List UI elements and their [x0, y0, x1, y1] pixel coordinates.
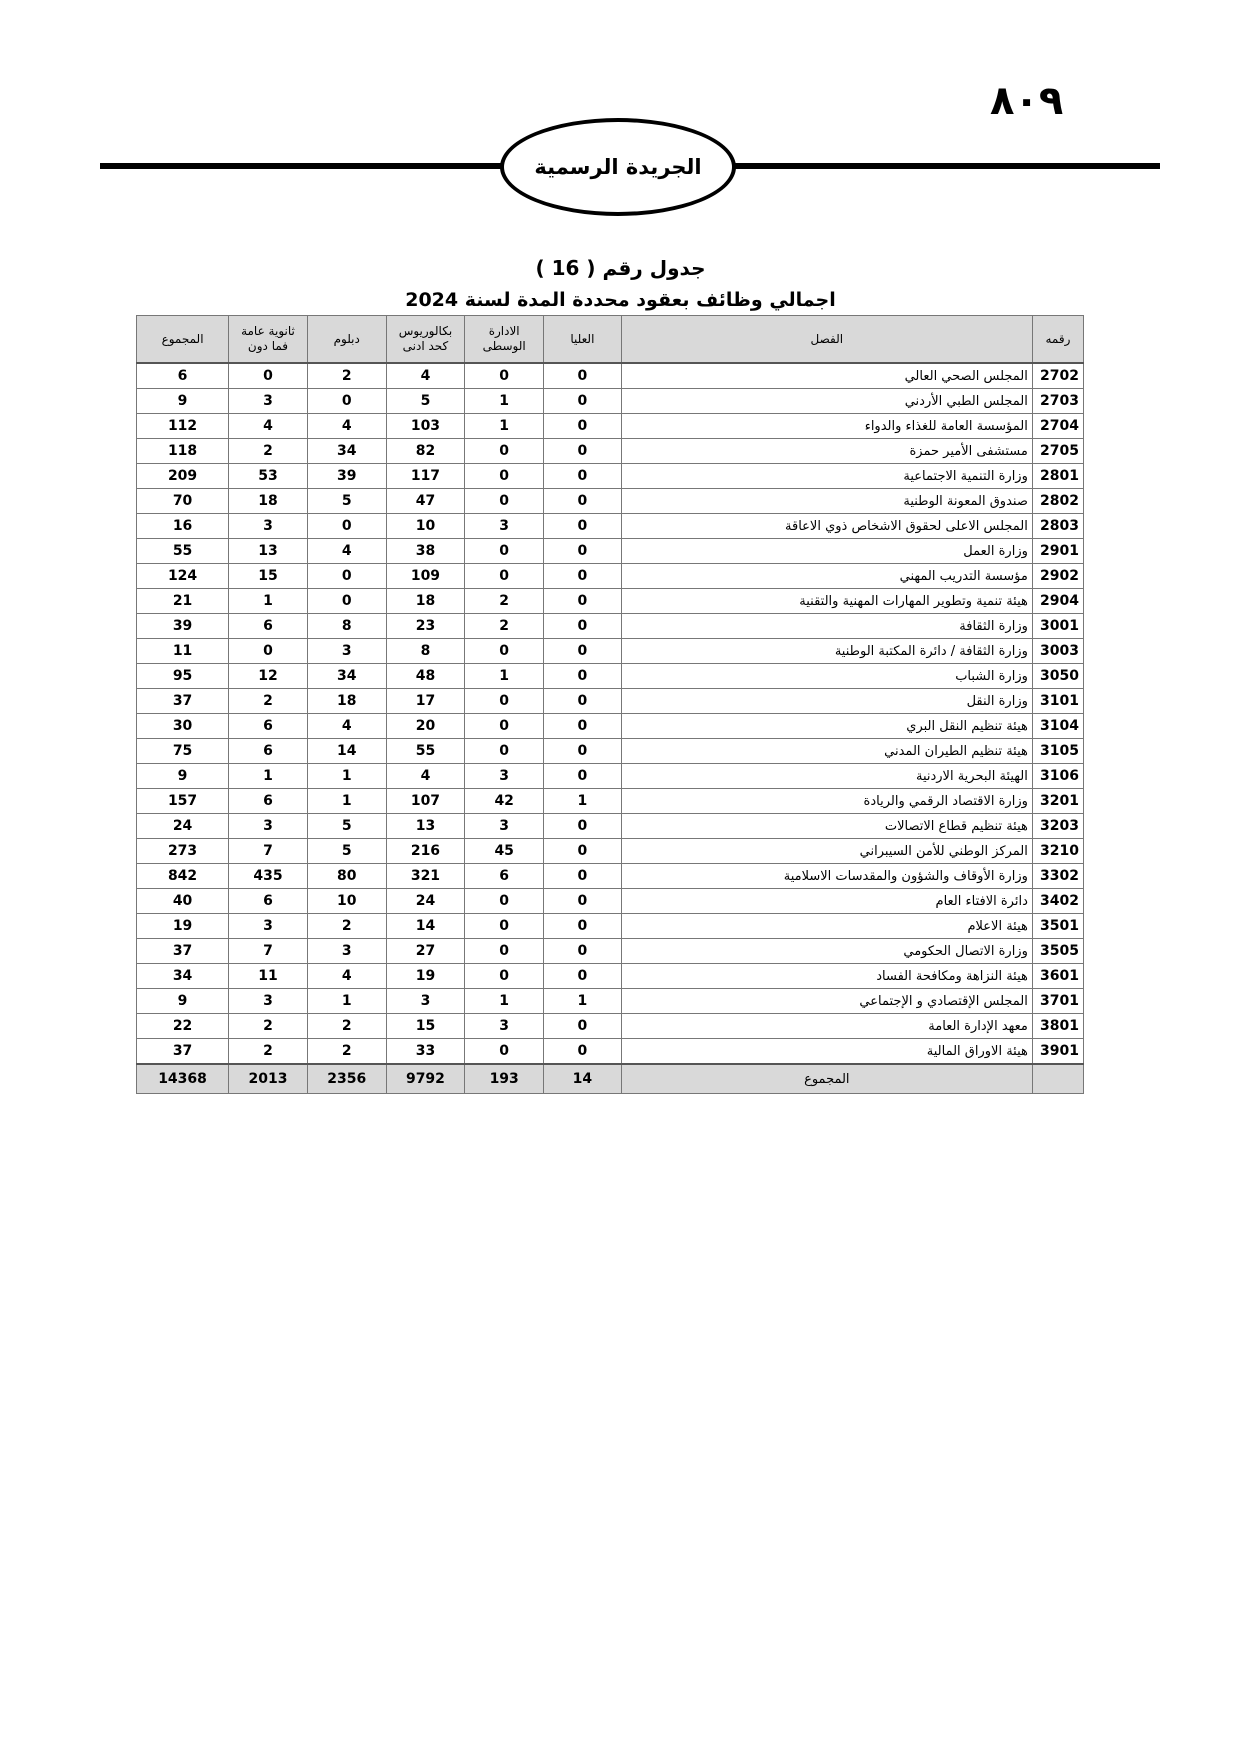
totals-senior: 14 — [544, 1064, 622, 1094]
row-senior: 0 — [544, 1039, 622, 1065]
row-secondary: 6 — [229, 889, 308, 914]
row-chapter-name: وزارة العمل — [621, 539, 1032, 564]
row-diploma: 3 — [307, 939, 386, 964]
row-secondary: 12 — [229, 664, 308, 689]
row-senior: 0 — [544, 1014, 622, 1039]
row-middle: 0 — [465, 439, 544, 464]
row-chapter-name: المجلس الاعلى لحقوق الاشخاص ذوي الاعاقة — [621, 514, 1032, 539]
table-row — [137, 764, 1084, 789]
row-senior: 0 — [544, 664, 622, 689]
row-secondary: 0 — [229, 363, 308, 389]
table-row — [137, 614, 1084, 639]
header-bachelor — [386, 316, 465, 364]
row-secondary: 18 — [229, 489, 308, 514]
row-code: 2801 — [1032, 464, 1083, 489]
totals-total: 14368 — [137, 1064, 229, 1094]
row-chapter-name: هيئة تنظيم الطيران المدني — [621, 739, 1032, 764]
row-senior: 1 — [544, 989, 622, 1014]
row-code: 3050 — [1032, 664, 1083, 689]
row-total: 37 — [137, 939, 229, 964]
totals-label: المجموع — [621, 1064, 1032, 1094]
row-secondary: 11 — [229, 964, 308, 989]
table-row — [137, 1039, 1084, 1065]
totals-secondary: 2013 — [229, 1064, 308, 1094]
row-diploma: 14 — [307, 739, 386, 764]
row-code: 3105 — [1032, 739, 1083, 764]
row-code: 2703 — [1032, 389, 1083, 414]
row-secondary: 2 — [229, 1014, 308, 1039]
row-middle: 3 — [465, 814, 544, 839]
row-diploma: 5 — [307, 814, 386, 839]
header-senior: العليا — [544, 316, 622, 364]
table-title: جدول رقم ( 16 ) — [535, 256, 706, 280]
row-bachelor: 55 — [386, 739, 465, 764]
row-senior: 0 — [544, 414, 622, 439]
row-middle: 6 — [465, 864, 544, 889]
row-diploma: 34 — [307, 664, 386, 689]
row-diploma: 2 — [307, 1014, 386, 1039]
row-middle: 0 — [465, 739, 544, 764]
row-senior: 0 — [544, 514, 622, 539]
row-senior: 0 — [544, 589, 622, 614]
row-senior: 0 — [544, 964, 622, 989]
row-secondary: 7 — [229, 939, 308, 964]
row-chapter-name: وزارة الاقتصاد الرقمي والريادة — [621, 789, 1032, 814]
row-diploma: 4 — [307, 714, 386, 739]
row-middle: 45 — [465, 839, 544, 864]
row-senior: 0 — [544, 939, 622, 964]
row-code: 3601 — [1032, 964, 1083, 989]
totals-diploma: 2356 — [307, 1064, 386, 1094]
row-bachelor: 23 — [386, 614, 465, 639]
table-row — [137, 664, 1084, 689]
row-senior: 0 — [544, 464, 622, 489]
table-row — [137, 489, 1084, 514]
table-row — [137, 939, 1084, 964]
jobs-table — [136, 315, 1084, 1094]
row-code: 2704 — [1032, 414, 1083, 439]
row-secondary: 6 — [229, 739, 308, 764]
row-code: 3501 — [1032, 914, 1083, 939]
row-total: 55 — [137, 539, 229, 564]
row-diploma: 1 — [307, 764, 386, 789]
row-secondary: 13 — [229, 539, 308, 564]
row-senior: 0 — [544, 363, 622, 389]
row-chapter-name: معهد الإدارة العامة — [621, 1014, 1032, 1039]
row-diploma: 0 — [307, 389, 386, 414]
row-diploma: 5 — [307, 839, 386, 864]
row-chapter-name: وزارة النقل — [621, 689, 1032, 714]
row-middle: 0 — [465, 363, 544, 389]
row-bachelor: 33 — [386, 1039, 465, 1065]
row-total: 6 — [137, 363, 229, 389]
table-row — [137, 839, 1084, 864]
row-secondary: 3 — [229, 514, 308, 539]
table-row — [137, 889, 1084, 914]
table-row — [137, 814, 1084, 839]
row-diploma: 2 — [307, 363, 386, 389]
row-bachelor: 103 — [386, 414, 465, 439]
header-middle — [465, 316, 544, 364]
row-senior: 0 — [544, 814, 622, 839]
row-senior: 0 — [544, 764, 622, 789]
row-total: 30 — [137, 714, 229, 739]
row-code: 2802 — [1032, 489, 1083, 514]
table-row — [137, 414, 1084, 439]
totals-middle: 193 — [465, 1064, 544, 1094]
row-chapter-name: المؤسسة العامة للغذاء والدواء — [621, 414, 1032, 439]
row-secondary: 6 — [229, 614, 308, 639]
row-code: 3001 — [1032, 614, 1083, 639]
row-bachelor: 15 — [386, 1014, 465, 1039]
row-middle: 0 — [465, 889, 544, 914]
row-secondary: 435 — [229, 864, 308, 889]
row-diploma: 39 — [307, 464, 386, 489]
row-bachelor: 17 — [386, 689, 465, 714]
row-chapter-name: دائرة الافتاء العام — [621, 889, 1032, 914]
row-code: 2902 — [1032, 564, 1083, 589]
row-chapter-name: المجلس الإقتصادي و الإجتماعي — [621, 989, 1032, 1014]
row-secondary: 0 — [229, 639, 308, 664]
table-row — [137, 914, 1084, 939]
row-total: 37 — [137, 689, 229, 714]
row-bachelor: 4 — [386, 764, 465, 789]
row-code: 2803 — [1032, 514, 1083, 539]
row-diploma: 34 — [307, 439, 386, 464]
totals-row — [137, 1064, 1084, 1094]
row-secondary: 2 — [229, 439, 308, 464]
row-diploma: 4 — [307, 964, 386, 989]
row-bachelor: 216 — [386, 839, 465, 864]
header-secondary — [229, 316, 308, 364]
row-chapter-name: وزارة الثقافة / دائرة المكتبة الوطنية — [621, 639, 1032, 664]
row-code: 3402 — [1032, 889, 1083, 914]
row-diploma: 4 — [307, 414, 386, 439]
table-row — [137, 389, 1084, 414]
row-chapter-name: المجلس الصحي العالي — [621, 363, 1032, 389]
row-bachelor: 321 — [386, 864, 465, 889]
table-row — [137, 739, 1084, 764]
table-row — [137, 789, 1084, 814]
row-chapter-name: صندوق المعونة الوطنية — [621, 489, 1032, 514]
row-total: 124 — [137, 564, 229, 589]
header-secondary-text: ثانوية عامة فما دون — [241, 324, 295, 353]
row-bachelor: 13 — [386, 814, 465, 839]
row-code: 2702 — [1032, 363, 1083, 389]
row-bachelor: 38 — [386, 539, 465, 564]
row-chapter-name: وزارة الثقافة — [621, 614, 1032, 639]
row-diploma: 0 — [307, 564, 386, 589]
table-row — [137, 864, 1084, 889]
row-diploma: 18 — [307, 689, 386, 714]
row-senior: 0 — [544, 539, 622, 564]
row-bachelor: 27 — [386, 939, 465, 964]
row-total: 75 — [137, 739, 229, 764]
row-bachelor: 4 — [386, 363, 465, 389]
row-senior: 0 — [544, 689, 622, 714]
row-senior: 0 — [544, 889, 622, 914]
table-row — [137, 564, 1084, 589]
row-total: 24 — [137, 814, 229, 839]
row-secondary: 3 — [229, 989, 308, 1014]
row-diploma: 1 — [307, 789, 386, 814]
row-middle: 3 — [465, 764, 544, 789]
row-total: 22 — [137, 1014, 229, 1039]
row-secondary: 1 — [229, 589, 308, 614]
row-senior: 0 — [544, 439, 622, 464]
row-total: 11 — [137, 639, 229, 664]
row-chapter-name: مؤسسة التدريب المهني — [621, 564, 1032, 589]
row-secondary: 2 — [229, 1039, 308, 1065]
row-total: 95 — [137, 664, 229, 689]
row-chapter-name: وزارة التنمية الاجتماعية — [621, 464, 1032, 489]
masthead-title: الجريدة الرسمية — [534, 155, 702, 179]
row-total: 37 — [137, 1039, 229, 1065]
row-bachelor: 20 — [386, 714, 465, 739]
row-total: 70 — [137, 489, 229, 514]
row-middle: 0 — [465, 964, 544, 989]
row-middle: 0 — [465, 689, 544, 714]
row-middle: 0 — [465, 714, 544, 739]
row-middle: 2 — [465, 589, 544, 614]
table-row — [137, 639, 1084, 664]
row-total: 118 — [137, 439, 229, 464]
table-header-row — [137, 316, 1084, 364]
row-senior: 1 — [544, 789, 622, 814]
row-bachelor: 5 — [386, 389, 465, 414]
header-bachelor-text: بكالوريوس كحد ادنى — [398, 324, 453, 353]
row-total: 273 — [137, 839, 229, 864]
row-total: 19 — [137, 914, 229, 939]
row-secondary: 7 — [229, 839, 308, 864]
row-bachelor: 18 — [386, 589, 465, 614]
row-middle: 0 — [465, 1039, 544, 1065]
row-total: 39 — [137, 614, 229, 639]
row-senior: 0 — [544, 614, 622, 639]
row-diploma: 0 — [307, 589, 386, 614]
table-row — [137, 1014, 1084, 1039]
table-body — [137, 363, 1084, 1064]
row-senior: 0 — [544, 389, 622, 414]
row-bachelor: 19 — [386, 964, 465, 989]
row-bachelor: 24 — [386, 889, 465, 914]
row-chapter-name: هيئة النزاهة ومكافحة الفساد — [621, 964, 1032, 989]
header-diploma: دبلوم — [307, 316, 386, 364]
row-secondary: 3 — [229, 389, 308, 414]
row-secondary: 6 — [229, 714, 308, 739]
row-code: 3901 — [1032, 1039, 1083, 1065]
row-middle: 3 — [465, 514, 544, 539]
row-diploma: 0 — [307, 514, 386, 539]
header-total: المجموع — [137, 316, 229, 364]
row-senior: 0 — [544, 914, 622, 939]
row-middle: 0 — [465, 914, 544, 939]
row-senior: 0 — [544, 639, 622, 664]
row-chapter-name: الهيئة البحرية الاردنية — [621, 764, 1032, 789]
row-total: 16 — [137, 514, 229, 539]
row-total: 842 — [137, 864, 229, 889]
masthead-oval — [500, 118, 736, 216]
row-diploma: 8 — [307, 614, 386, 639]
row-chapter-name: وزارة الأوقاف والشؤون والمقدسات الاسلامية — [621, 864, 1032, 889]
row-code: 3210 — [1032, 839, 1083, 864]
row-secondary: 3 — [229, 814, 308, 839]
table-row — [137, 514, 1084, 539]
row-total: 209 — [137, 464, 229, 489]
row-secondary: 53 — [229, 464, 308, 489]
table-row — [137, 964, 1084, 989]
row-bachelor: 14 — [386, 914, 465, 939]
row-senior: 0 — [544, 739, 622, 764]
row-secondary: 1 — [229, 764, 308, 789]
row-chapter-name: مستشفى الأمير حمزة — [621, 439, 1032, 464]
table-row — [137, 989, 1084, 1014]
row-diploma: 1 — [307, 989, 386, 1014]
row-code: 2705 — [1032, 439, 1083, 464]
row-chapter-name: وزارة الشباب — [621, 664, 1032, 689]
row-bachelor: 8 — [386, 639, 465, 664]
row-code: 3104 — [1032, 714, 1083, 739]
row-total: 9 — [137, 764, 229, 789]
row-diploma: 2 — [307, 914, 386, 939]
row-diploma: 2 — [307, 1039, 386, 1065]
row-code: 3505 — [1032, 939, 1083, 964]
table-row — [137, 439, 1084, 464]
row-middle: 0 — [465, 639, 544, 664]
row-bachelor: 47 — [386, 489, 465, 514]
row-diploma: 4 — [307, 539, 386, 564]
row-chapter-name: هيئة تنمية وتطوير المهارات المهنية والتقنية — [621, 589, 1032, 614]
row-bachelor: 10 — [386, 514, 465, 539]
row-chapter-name: المجلس الطبي الأردني — [621, 389, 1032, 414]
row-middle: 3 — [465, 1014, 544, 1039]
table-subtitle: اجمالي وظائف بعقود محددة المدة لسنة 2024 — [405, 289, 836, 311]
header-chapter: الفصل — [621, 316, 1032, 364]
row-secondary: 2 — [229, 689, 308, 714]
row-middle: 0 — [465, 464, 544, 489]
row-total: 34 — [137, 964, 229, 989]
row-middle: 1 — [465, 664, 544, 689]
row-middle: 0 — [465, 564, 544, 589]
row-total: 9 — [137, 989, 229, 1014]
table-row — [137, 589, 1084, 614]
row-senior: 0 — [544, 714, 622, 739]
header-middle-text: الادارة الوسطى — [482, 324, 526, 353]
row-code: 3201 — [1032, 789, 1083, 814]
row-total: 9 — [137, 389, 229, 414]
row-senior: 0 — [544, 839, 622, 864]
row-middle: 1 — [465, 414, 544, 439]
row-bachelor: 82 — [386, 439, 465, 464]
row-middle: 2 — [465, 614, 544, 639]
row-diploma: 10 — [307, 889, 386, 914]
row-bachelor: 117 — [386, 464, 465, 489]
row-code: 3302 — [1032, 864, 1083, 889]
totals-code-cell — [1032, 1064, 1083, 1094]
totals-bachelor: 9792 — [386, 1064, 465, 1094]
table-row — [137, 714, 1084, 739]
row-middle: 1 — [465, 389, 544, 414]
row-middle: 0 — [465, 939, 544, 964]
row-chapter-name: هيئة الاعلام — [621, 914, 1032, 939]
row-chapter-name: المركز الوطني للأمن السيبراني — [621, 839, 1032, 864]
row-bachelor: 48 — [386, 664, 465, 689]
row-middle: 1 — [465, 989, 544, 1014]
row-diploma: 5 — [307, 489, 386, 514]
row-code: 3106 — [1032, 764, 1083, 789]
row-middle: 0 — [465, 539, 544, 564]
row-secondary: 3 — [229, 914, 308, 939]
row-bachelor: 109 — [386, 564, 465, 589]
row-total: 112 — [137, 414, 229, 439]
table-row — [137, 464, 1084, 489]
row-code: 3203 — [1032, 814, 1083, 839]
row-senior: 0 — [544, 564, 622, 589]
row-middle: 0 — [465, 489, 544, 514]
row-senior: 0 — [544, 489, 622, 514]
row-code: 2901 — [1032, 539, 1083, 564]
header-code: رقمه — [1032, 316, 1083, 364]
row-secondary: 6 — [229, 789, 308, 814]
row-chapter-name: وزارة الاتصال الحكومي — [621, 939, 1032, 964]
row-total: 157 — [137, 789, 229, 814]
page-number: ٨٠٩ — [990, 78, 1064, 124]
row-code: 3801 — [1032, 1014, 1083, 1039]
row-code: 3701 — [1032, 989, 1083, 1014]
row-chapter-name: هيئة تنظيم قطاع الاتصالات — [621, 814, 1032, 839]
row-total: 40 — [137, 889, 229, 914]
row-middle: 42 — [465, 789, 544, 814]
row-chapter-name: هيئة تنظيم النقل البري — [621, 714, 1032, 739]
row-bachelor: 3 — [386, 989, 465, 1014]
row-secondary: 4 — [229, 414, 308, 439]
row-secondary: 15 — [229, 564, 308, 589]
row-code: 3003 — [1032, 639, 1083, 664]
row-diploma: 80 — [307, 864, 386, 889]
table-row — [137, 689, 1084, 714]
row-senior: 0 — [544, 864, 622, 889]
row-total: 21 — [137, 589, 229, 614]
row-chapter-name: هيئة الاوراق المالية — [621, 1039, 1032, 1065]
row-bachelor: 107 — [386, 789, 465, 814]
row-code: 2904 — [1032, 589, 1083, 614]
table-row — [137, 363, 1084, 389]
row-code: 3101 — [1032, 689, 1083, 714]
table-row — [137, 539, 1084, 564]
row-diploma: 3 — [307, 639, 386, 664]
